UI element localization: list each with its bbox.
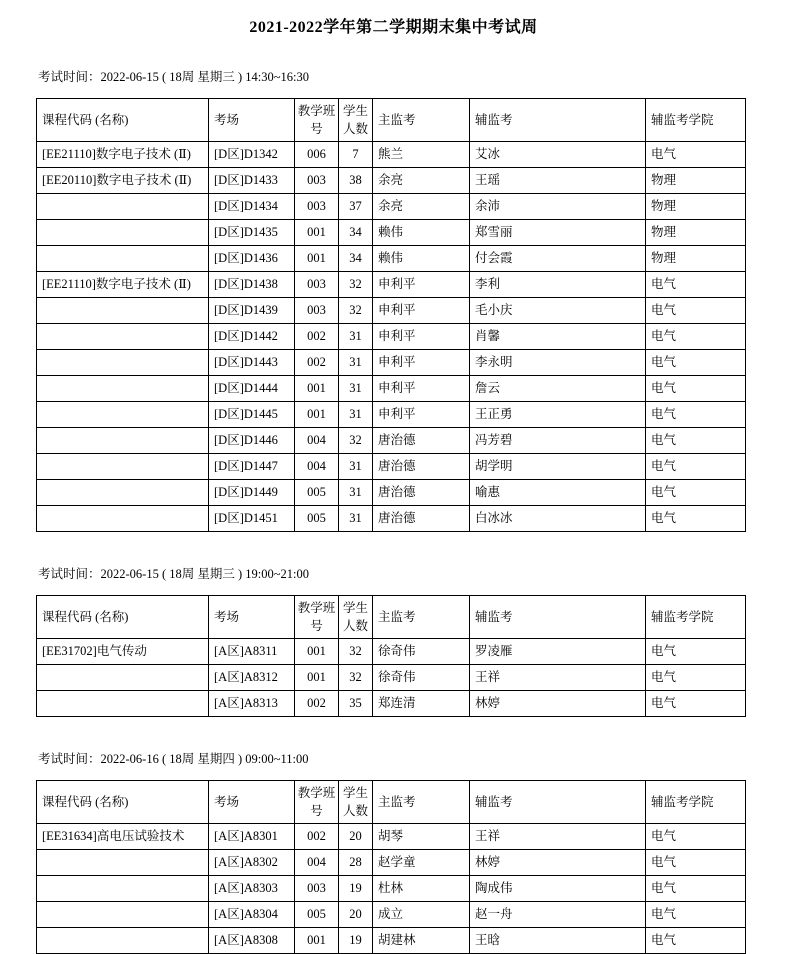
table-row [37, 246, 746, 272]
table-cell [37, 298, 209, 324]
table-cell: 电气 [646, 902, 746, 928]
table-cell: 002 [295, 350, 339, 376]
table-cell: 赵一舟 [470, 902, 646, 928]
table-row [37, 691, 746, 717]
exam-time-label: 考试时间：2022-06-15 ( 18周 星期三 ) 14:30~16:30 [38, 70, 309, 84]
table-cell: 王祥 [470, 665, 646, 691]
table-cell: 物理 [646, 220, 746, 246]
table-cell: 32 [339, 428, 373, 454]
table-row [37, 272, 746, 298]
table-cell: [D区]D1436 [209, 246, 295, 272]
table-row [37, 194, 746, 220]
table-cell: 003 [295, 272, 339, 298]
table-cell: 002 [295, 691, 339, 717]
table-cell: 003 [295, 194, 339, 220]
table-cell [37, 220, 209, 246]
table-cell: 唐治德 [373, 506, 470, 532]
table-cell: 赖伟 [373, 220, 470, 246]
table-cell: 001 [295, 376, 339, 402]
table-cell: 电气 [646, 928, 746, 954]
table-row [37, 639, 746, 665]
table-cell: [A区]A8312 [209, 665, 295, 691]
table-cell: 肖馨 [470, 324, 646, 350]
table-cell: 37 [339, 194, 373, 220]
header-cell: 辅监考学院 [646, 99, 746, 142]
table-row [37, 324, 746, 350]
table-cell [37, 246, 209, 272]
table-cell: 电气 [646, 824, 746, 850]
table-cell: 电气 [646, 324, 746, 350]
table-cell: 电气 [646, 376, 746, 402]
table-cell: 林婷 [470, 691, 646, 717]
table-cell: 赖伟 [373, 246, 470, 272]
header-cell: 教学班号 [295, 781, 339, 824]
table-cell: 004 [295, 850, 339, 876]
header-cell: 课程代码 (名称) [37, 596, 209, 639]
table-cell: 毛小庆 [470, 298, 646, 324]
table-cell: [D区]D1342 [209, 142, 295, 168]
table-cell: 付会霞 [470, 246, 646, 272]
table-cell [37, 665, 209, 691]
table-cell: 王正勇 [470, 402, 646, 428]
table-cell: 电气 [646, 506, 746, 532]
table-cell [37, 324, 209, 350]
table-cell: [D区]D1447 [209, 454, 295, 480]
table-cell: 003 [295, 876, 339, 902]
table-cell: 申利平 [373, 402, 470, 428]
table-cell: 王瑶 [470, 168, 646, 194]
table-cell: 31 [339, 376, 373, 402]
table-cell: [A区]A8313 [209, 691, 295, 717]
table-cell: 31 [339, 506, 373, 532]
header-cell: 辅监考 [470, 99, 646, 142]
table-cell: [EE31702]电气传动 [37, 639, 209, 665]
table-row [37, 350, 746, 376]
table-cell: 电气 [646, 480, 746, 506]
table-row [37, 298, 746, 324]
table-cell: 电气 [646, 428, 746, 454]
table-cell: 徐奇伟 [373, 665, 470, 691]
table-cell: 胡琴 [373, 824, 470, 850]
table-row [37, 480, 746, 506]
table-row [37, 506, 746, 532]
table-cell: 001 [295, 402, 339, 428]
table-cell: 电气 [646, 850, 746, 876]
table-cell: 38 [339, 168, 373, 194]
table-cell: 31 [339, 350, 373, 376]
table-row [37, 850, 746, 876]
header-cell: 学生人数 [339, 596, 373, 639]
table-cell: 003 [295, 168, 339, 194]
header-cell: 教学班号 [295, 596, 339, 639]
exam-time-label: 考试时间：2022-06-16 ( 18周 星期四 ) 09:00~11:00 [38, 752, 309, 766]
schedule-table [36, 98, 746, 532]
header-row [37, 596, 746, 639]
table-cell: [D区]D1442 [209, 324, 295, 350]
table-cell: 19 [339, 876, 373, 902]
table-cell: 001 [295, 220, 339, 246]
table-cell: 电气 [646, 272, 746, 298]
table-cell: 余亮 [373, 168, 470, 194]
table-cell: [EE31634]高电压试验技术 [37, 824, 209, 850]
table-cell: 唐治德 [373, 454, 470, 480]
table-cell: 001 [295, 665, 339, 691]
header-cell: 教学班号 [295, 99, 339, 142]
table-cell: 申利平 [373, 324, 470, 350]
header-cell: 辅监考学院 [646, 596, 746, 639]
table-cell: 余沛 [470, 194, 646, 220]
table-cell: 电气 [646, 298, 746, 324]
table-cell: 林婷 [470, 850, 646, 876]
header-cell: 考场 [209, 99, 295, 142]
table-cell: 郑雪丽 [470, 220, 646, 246]
table-cell: 32 [339, 665, 373, 691]
header-cell: 主监考 [373, 781, 470, 824]
table-cell: [D区]D1434 [209, 194, 295, 220]
table-cell [37, 850, 209, 876]
table-row [37, 142, 746, 168]
exam-session-section [36, 564, 745, 717]
schedule-table [36, 595, 746, 717]
table-cell [37, 506, 209, 532]
table-cell: 冯芳碧 [470, 428, 646, 454]
header-cell: 辅监考 [470, 781, 646, 824]
table-cell [37, 928, 209, 954]
table-cell: 电气 [646, 876, 746, 902]
table-cell: 余亮 [373, 194, 470, 220]
table-cell [37, 428, 209, 454]
table-row [37, 665, 746, 691]
table-cell: 杜林 [373, 876, 470, 902]
table-row [37, 454, 746, 480]
table-row [37, 928, 746, 954]
header-row [37, 99, 746, 142]
table-row [37, 902, 746, 928]
header-cell: 主监考 [373, 99, 470, 142]
table-cell: 34 [339, 220, 373, 246]
table-cell: 006 [295, 142, 339, 168]
table-cell: [D区]D1443 [209, 350, 295, 376]
header-cell: 辅监考学院 [646, 781, 746, 824]
header-cell: 学生人数 [339, 99, 373, 142]
table-cell: 申利平 [373, 376, 470, 402]
table-cell: [A区]A8301 [209, 824, 295, 850]
table-cell: 电气 [646, 142, 746, 168]
schedule-table [36, 780, 746, 954]
table-cell: 31 [339, 480, 373, 506]
table-cell: 001 [295, 639, 339, 665]
table-cell: 熊兰 [373, 142, 470, 168]
table-cell: 34 [339, 246, 373, 272]
table-row [37, 168, 746, 194]
table-cell: 郑连清 [373, 691, 470, 717]
table-cell [37, 902, 209, 928]
table-row [37, 402, 746, 428]
table-cell [37, 402, 209, 428]
table-cell: 陶成伟 [470, 876, 646, 902]
table-cell: [EE21110]数字电子技术 (Ⅱ) [37, 142, 209, 168]
table-cell: [A区]A8308 [209, 928, 295, 954]
exam-time-label: 考试时间：2022-06-15 ( 18周 星期三 ) 19:00~21:00 [38, 567, 309, 581]
table-cell: 物理 [646, 168, 746, 194]
table-cell: 001 [295, 928, 339, 954]
exam-session-section [36, 67, 745, 532]
table-cell: 电气 [646, 350, 746, 376]
table-cell: 胡学明 [470, 454, 646, 480]
table-cell: 002 [295, 324, 339, 350]
table-cell [37, 350, 209, 376]
table-row [37, 376, 746, 402]
table-cell: 李永明 [470, 350, 646, 376]
header-cell: 学生人数 [339, 781, 373, 824]
table-cell: 32 [339, 639, 373, 665]
table-cell: [D区]D1445 [209, 402, 295, 428]
table-cell: 成立 [373, 902, 470, 928]
table-cell: [D区]D1433 [209, 168, 295, 194]
table-cell: 32 [339, 272, 373, 298]
table-cell: 艾冰 [470, 142, 646, 168]
table-cell: [A区]A8303 [209, 876, 295, 902]
exam-schedule [0, 67, 787, 954]
exam-session-section [36, 749, 745, 954]
table-cell: 王晗 [470, 928, 646, 954]
table-cell: 胡建林 [373, 928, 470, 954]
table-cell: 申利平 [373, 298, 470, 324]
table-cell: 王祥 [470, 824, 646, 850]
table-cell: 白冰冰 [470, 506, 646, 532]
table-cell: [D区]D1438 [209, 272, 295, 298]
table-cell: 电气 [646, 454, 746, 480]
table-cell: [D区]D1444 [209, 376, 295, 402]
table-cell: [EE21110]数字电子技术 (Ⅱ) [37, 272, 209, 298]
table-cell: 32 [339, 298, 373, 324]
header-cell: 考场 [209, 781, 295, 824]
table-cell: 唐治德 [373, 480, 470, 506]
table-cell [37, 376, 209, 402]
table-cell: [A区]A8302 [209, 850, 295, 876]
table-cell: 005 [295, 480, 339, 506]
table-cell: 004 [295, 428, 339, 454]
table-cell: 电气 [646, 691, 746, 717]
table-cell: 7 [339, 142, 373, 168]
table-cell [37, 480, 209, 506]
table-cell: 电气 [646, 402, 746, 428]
table-row [37, 428, 746, 454]
header-cell: 主监考 [373, 596, 470, 639]
table-cell: 李利 [470, 272, 646, 298]
table-cell: 35 [339, 691, 373, 717]
table-cell: 物理 [646, 194, 746, 220]
table-row [37, 220, 746, 246]
table-cell: 20 [339, 902, 373, 928]
table-cell: [D区]D1439 [209, 298, 295, 324]
table-cell [37, 876, 209, 902]
table-cell: [D区]D1446 [209, 428, 295, 454]
header-cell: 课程代码 (名称) [37, 99, 209, 142]
table-cell: 申利平 [373, 272, 470, 298]
table-cell: 电气 [646, 639, 746, 665]
header-cell: 课程代码 (名称) [37, 781, 209, 824]
header-row [37, 781, 746, 824]
table-cell: [EE20110]数字电子技术 (Ⅱ) [37, 168, 209, 194]
table-cell: 004 [295, 454, 339, 480]
table-cell: 徐奇伟 [373, 639, 470, 665]
table-cell: 001 [295, 246, 339, 272]
table-cell: 罗凌雁 [470, 639, 646, 665]
table-cell: 詹云 [470, 376, 646, 402]
page-title: 2021-2022学年第二学期期末集中考试周 [249, 19, 538, 36]
table-cell: 电气 [646, 665, 746, 691]
table-cell: 申利平 [373, 350, 470, 376]
table-cell: 喻惠 [470, 480, 646, 506]
header-cell: 辅监考 [470, 596, 646, 639]
table-cell: [D区]D1435 [209, 220, 295, 246]
table-cell: 005 [295, 506, 339, 532]
table-cell [37, 454, 209, 480]
table-cell: 赵学童 [373, 850, 470, 876]
table-cell: 31 [339, 402, 373, 428]
table-cell: 20 [339, 824, 373, 850]
table-cell: 002 [295, 824, 339, 850]
table-cell: [D区]D1449 [209, 480, 295, 506]
table-cell [37, 691, 209, 717]
table-row [37, 824, 746, 850]
table-cell: 003 [295, 298, 339, 324]
table-cell [37, 194, 209, 220]
table-cell: 005 [295, 902, 339, 928]
table-cell: [D区]D1451 [209, 506, 295, 532]
table-cell: [A区]A8304 [209, 902, 295, 928]
header-cell: 考场 [209, 596, 295, 639]
table-cell: 唐治德 [373, 428, 470, 454]
table-cell: 物理 [646, 246, 746, 272]
table-cell: [A区]A8311 [209, 639, 295, 665]
table-cell: 28 [339, 850, 373, 876]
table-cell: 31 [339, 454, 373, 480]
table-row [37, 876, 746, 902]
table-cell: 19 [339, 928, 373, 954]
table-cell: 31 [339, 324, 373, 350]
